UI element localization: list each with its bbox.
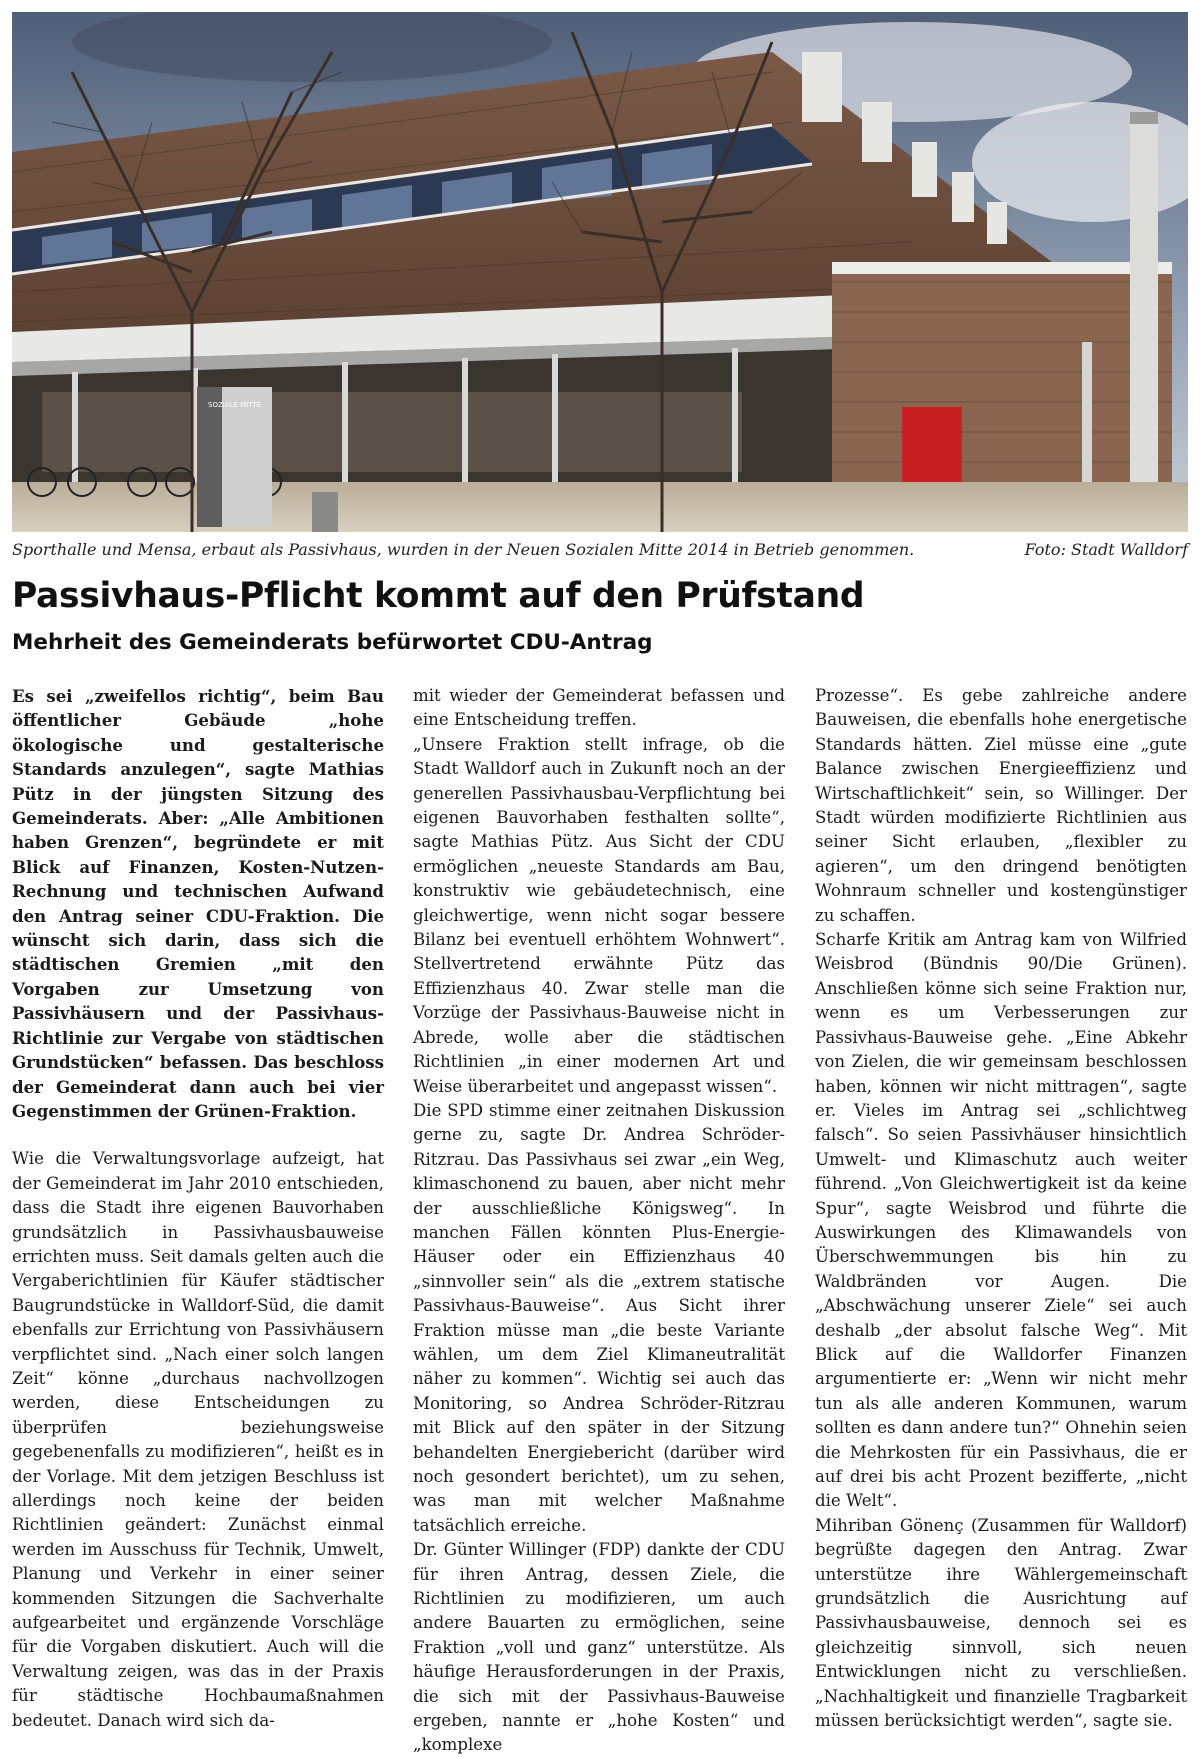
body-paragraph: mit wieder der Gemeinderat befassen und eine Entscheidung treffen.: [413, 686, 785, 730]
photo-caption: Sporthalle und Mensa, erbaut als Passivhaus, wurden in der Neuen Sozialen Mitte 2014 in Betrieb genommen.: [12, 540, 915, 559]
column-1: [12, 684, 384, 1733]
column-2: [413, 684, 785, 1758]
headline: Passivhaus-Pflicht kommt auf den Prüfstand: [12, 576, 865, 616]
body-paragraph: Prozesse“. Es gebe zahlreiche andere Bauweisen, die ebenfalls hohe energetische Standards hätten. Ziel müsse eine „gute Balance zwischen Energieeffizienz und Wirtschaftlichkeit“ sein, so Willinger. Der Stadt würden modifizierte Richtlinien aus seiner Sicht erlauben, „flexibler zu agieren“, um den dringend benötigten Wohnraum schneller und kostengünstiger zu schaffen.: [815, 686, 1187, 925]
body-paragraph: „Unsere Fraktion stellt infrage, ob die Stadt Walldorf auch in Zukunft noch an der generellen Passivhausbau-Verpflichtung bei eigenen Bauvorhaben festhalten sollte“, sagte Mathias Pütz. Aus Sicht der CDU ermöglichen „neueste Standards am Bau, konstruktiv wie gebäudetechnisch, eine gleichwertige, wenn nicht sogar bessere Bilanz bei eventuell erhöhtem Wohnwert“. Stellvertretend erwähnte Pütz das Effizienzhaus 40. Zwar stelle man die Vorzüge der Passivhaus-Bauweise nicht in Abrede, wolle aber die städtischen Richtlinien „in einer modernen Art und Weise überarbeitet und angepasst wissen“.: [413, 734, 785, 1096]
body-paragraph: Scharfe Kritik am Antrag kam von Wilfried Weisbrod (Bündnis 90/Die Grünen). Anschließen könne sich seine Fraktion nur, wenn es um Verbesserungen zur Passivhaus-Bauweise gehe. „Eine Abkehr von Zielen, die wir gemeinsam beschlossen haben, können wir nicht mittragen“, sagte er. Vieles im Antrag sei „schlichtweg falsch“. So seien Passivhäuser hinsichtlich Umwelt- und Klimaschutz auch weiter führend. „Von Gleichwertigkeit ist da keine Spur“, sagte Weisbrod und führte die Auswirkungen des Klimawandels von Überschwemmungen bis hin zu Waldbränden vor Augen. Die „Abschwächung unserer Ziele“ sei auch deshalb „der absolut falsche Weg“. Mit Blick auf die Walldorfer Finanzen argumentierte er: „Wenn wir nicht mehr tun als alle anderen Kommunen, warum sollten es dann andere tun?“ Ohnehin seien die Mehrkosten für ein Passivhaus, die er auf drei bis acht Prozent bezifferte, „nicht die Welt“.: [815, 930, 1187, 1511]
building-photo: [12, 12, 1188, 532]
sign-text: SOZIALE MITTE: [208, 401, 262, 409]
photo-credit: Foto: Stadt Walldorf: [1024, 540, 1188, 559]
article-photo: [12, 12, 1188, 532]
lead-paragraph: Es sei „zweifellos richtig“, beim Bau öffentlicher Gebäude „hohe ökologische und gestalterische Standards anzulegen“, sagte Mathias Pütz in der jüngsten Sitzung des Gemeinderats. Aber: „Alle Ambitionen haben Grenzen“, begründete er mit Blick auf Finanzen, Kosten-Nutzen-Rechnung und technischen Aufwand den Antrag seiner CDU-Fraktion. Die wünscht sich darin, dass sich die städtischen Gremien „mit den Vorgaben zur Umsetzung von Passivhäusern und der Passivhaus-Richtlinie zur Vergabe von städtischen Grundstücken“ befassen. Das beschloss der Gemeinderat dann auch bei vier Gegenstimmen der Grünen-Fraktion.: [12, 686, 384, 1121]
body-paragraph: Wie die Verwaltungsvorlage aufzeigt, hat der Gemeinderat im Jahr 2010 entschieden, dass die Stadt ihre eigenen Bauvorhaben grundsätzlich in Passivhausbauweise errichten muss. Seit damals gelten auch die Vergaberichtlinien für Käufer städtischer Baugrundstücke in Walldorf-Süd, die damit ebenfalls zur Errichtung von Passivhäusern verpflichtet sind. „Nach einer solch langen Zeit“ könne „durchaus nachvollzogen werden, diese Entscheidungen zu überprüfen beziehungsweise gegebenenfalls zu modifizieren“, heißt es in der Vorlage. Mit dem jetzigen Beschluss ist allerdings noch keine der beiden Richtlinien geändert: Zunächst einmal werden im Ausschuss für Technik, Umwelt, Planung und Verkehr in einer seiner kommenden Sitzungen die Sachverhalte aufgearbeitet und ergänzende Vorschläge für die Vorgaben diskutiert. Auch will die Verwaltung zeigen, was das in der Praxis für städtische Hochbaumaßnahmen bedeutet. Danach wird sich da-: [12, 1149, 384, 1730]
photo-caption-row: [12, 538, 1188, 562]
body-paragraph: Mihriban Gönenç (Zusammen für Walldorf) begrüßte dagegen den Antrag. Zwar unterstütze ihre Wählergemeinschaft grundsätzlich die Ausrichtung auf Passivhausbauweise, dennoch sei es gleichzeitig sinnvoll, sich neuen Entwicklungen nicht zu verschließen. „Nachhaltigkeit und finanzielle Tragbarkeit müssen berücksichtigt werden“, sagte sie.: [815, 1515, 1187, 1731]
body-paragraph: Dr. Günter Willinger (FDP) dankte der CDU für ihren Antrag, dessen Ziele, die Richtlinien zu modifizieren, um auch andere Bauarten zu ermöglichen, seine Fraktion „voll und ganz“ unterstütze. Als häufige Herausforderungen in der Praxis, die sich mit der Passivhaus-Bauweise ergeben, nannte er „hohe Kosten“ und „komplexe: [413, 1540, 785, 1755]
subheadline: Mehrheit des Gemeinderats befürwortet CDU-Antrag: [12, 630, 653, 655]
column-3: [815, 684, 1187, 1733]
body-paragraph: Die SPD stimme einer zeitnahen Diskussion gerne zu, sagte Dr. Andrea Schröder-Ritzrau. Das Passivhaus sei zwar „ein Weg, klimaschonend zu bauen, aber nicht mehr der ausschließliche Königsweg“. In manchen Fällen könnten Plus-Energie-Häuser oder ein Effizienzhaus 40 „sinnvoller sein“ als die „extrem statische Passivhaus-Bauweise“. Aus Sicht ihrer Fraktion müsse man „die beste Variante wählen, um dem Ziel Klimaneutralität näher zu kommen“. Wichtig sei auch das Monitoring, so Andrea Schröder-Ritzrau mit Blick auf den später in der Sitzung behandelten Energiebericht (darüber wird noch gesondert berichtet), um zu sehen, was man mit welcher Maßnahme tatsächlich erreiche.: [413, 1100, 785, 1535]
